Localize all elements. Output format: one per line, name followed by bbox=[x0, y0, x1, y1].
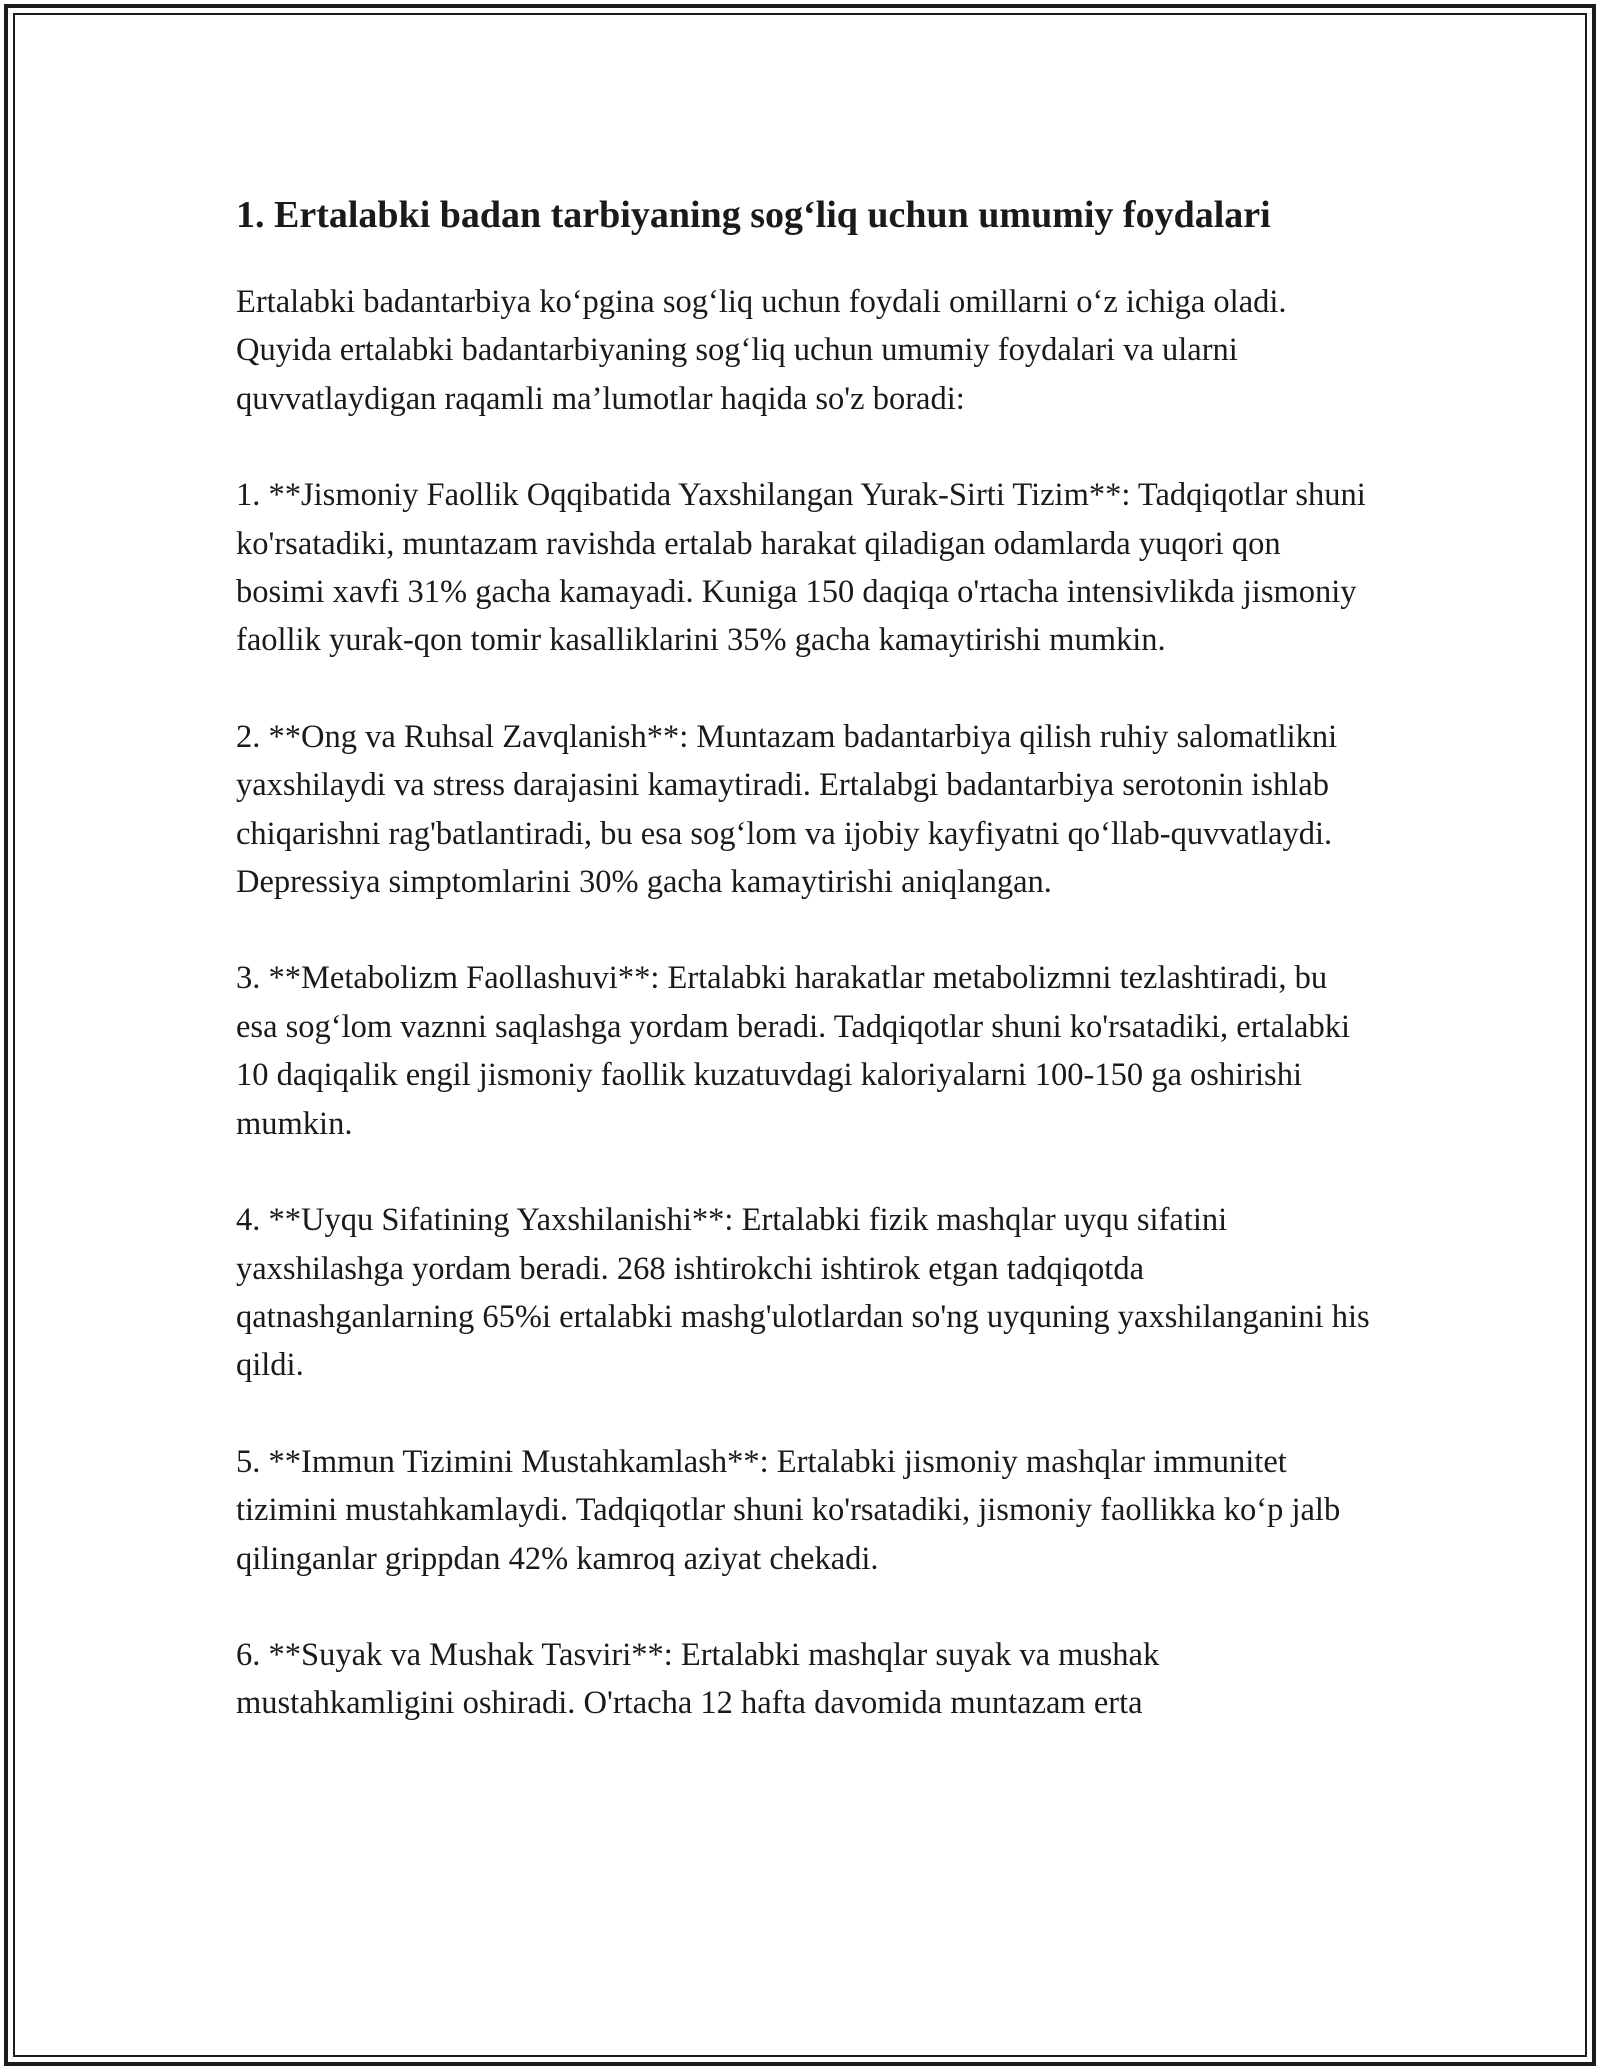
intro-paragraph: Ertalabki badantarbiya ko‘pgina sog‘liq uchun foydali omillarni o‘z ichiga oladi. Quyida ertalabki badantarbiyaning sog‘liq uchun umumiy foydalari va ularni quvvatlaydigan raqamli ma’lumotlar haqida so'z boradi: bbox=[236, 284, 1287, 417]
item-sleep-quality: 4. **Uyqu Sifatining Yaxshilanishi**: Ertalabki fizik mashqlar uyqu sifatini yaxshilashga yordam beradi. 268 ishtirokchi ishtirok etgan tadqiqotda qatnashganlarning 65%i ertalabki mashg'ulotlardan so'ng uyquning yaxshilanganini his qildi. bbox=[236, 1202, 1370, 1384]
document-body bbox=[236, 188, 1376, 1776]
item-cardiovascular: 1. **Jismoniy Faollik Oqqibatida Yaxshilangan Yurak-Sirti Tizim**: Tadqiqotlar shuni ko'rsatadiki, muntazam ravishda ertalab harakat qiladigan odamlarda yuqori qon bosimi xavfi 31% gacha kamayadi. Kuniga 150 daqiqa o'rtacha intensivlikda jismoniy faollik yurak-qon tomir kasalliklarini 35% gacha kamaytirishi mumkin. bbox=[236, 477, 1366, 659]
item-immune-system: 5. **Immun Tizimini Mustahkamlash**: Ertalabki jismoniy mashqlar immunitet tizimini mustahkamlaydi. Tadqiqotlar shuni ko'rsatadiki, jismoniy faollikka ko‘p jalb qilinganlar grippdan 42% kamroq aziyat chekadi. bbox=[236, 1443, 1341, 1577]
item-mental-health: 2. **Ong va Ruhsal Zavqlanish**: Muntazam badantarbiya qilish ruhiy salomatlikni yaxshilaydi va stress darajasini kamaytiradi. Ertalabgi badantarbiya serotonin ishlab chiqarishni rag'batlantiradi, bu esa sog‘lom va ijobiy kayfiyatni qo‘llab-quvvatlaydi. Depressiya simptomlarini 30% gacha kamaytirishi aniqlangan. bbox=[236, 718, 1338, 901]
section-title: 1. Ertalabki badan tarbiyaning sog‘liq uchun umumiy foydalari bbox=[236, 194, 1271, 236]
item-bone-muscle: 6. **Suyak va Mushak Tasviri**: Ertalabki mashqlar suyak va mushak mustahkamligini oshiradi. O'rtacha 12 hafta davomida muntazam erta bbox=[236, 1636, 1160, 1722]
item-metabolism: 3. **Metabolizm Faollashuvi**: Ertalabki harakatlar metabolizmni tezlashtiradi, bu esa sog‘lom vaznni saqlashga yordam beradi. Tadqiqotlar shuni ko'rsatadiki, ertalabki 10 daqiqalik engil jismoniy faollik kuzatuvdagi kaloriyalarni 100-150 ga oshirishi mumkin. bbox=[236, 960, 1350, 1142]
